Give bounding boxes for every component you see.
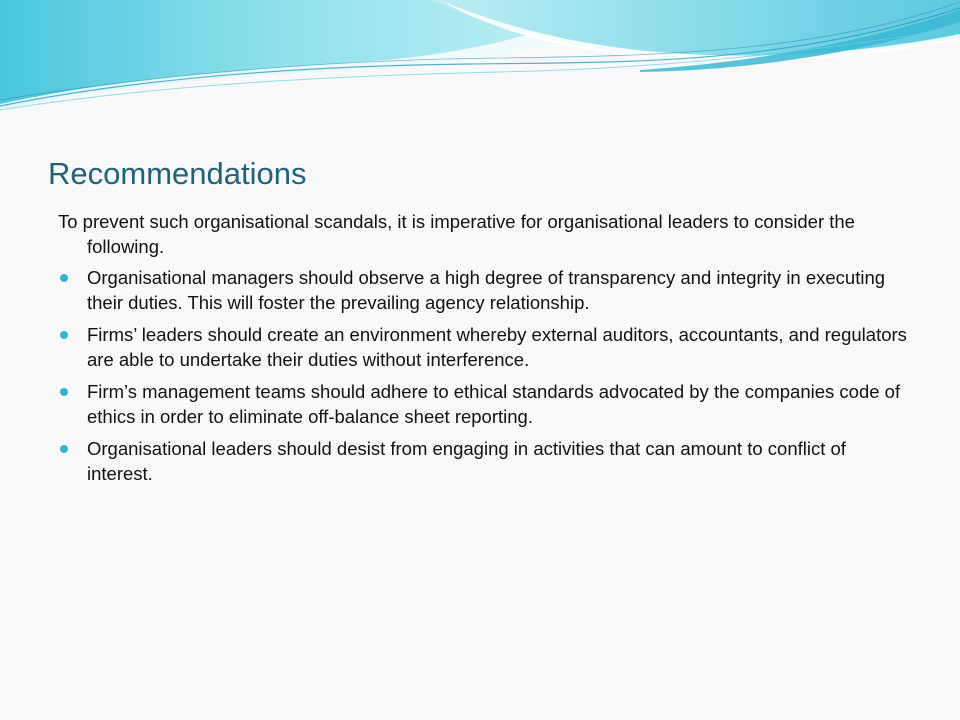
list-item-text: Organisational leaders should desist from engaging in activities that can amount to conflict of interest. [87, 438, 846, 484]
recommendation-list [58, 265, 908, 486]
list-item [58, 379, 908, 429]
slide-body [58, 209, 908, 493]
list-item-text: Firm’s management teams should adhere to ethical standards advocated by the companies code of ethics in order to eliminate off-balance sheet reporting. [87, 381, 901, 427]
list-item [58, 322, 908, 372]
bullet-dot-icon [60, 388, 68, 396]
list-item [58, 265, 908, 315]
slide-title: Recommendations [48, 156, 307, 191]
bullet-dot-icon [60, 274, 68, 282]
bullet-dot-icon [60, 445, 68, 453]
list-item-text: Organisational managers should observe a high degree of transparency and integrity in executing their duties. This will foster the prevailing agency relationship. [87, 267, 886, 313]
header-wave-decoration [0, 0, 960, 120]
intro-paragraph: To prevent such organisational scandals, it is imperative for organisational leaders to consider the following. [58, 211, 855, 257]
list-item-text: Firms’ leaders should create an environment whereby external auditors, accountants, and regulators are able to undertake their duties without interference. [87, 324, 907, 370]
list-item [58, 436, 908, 486]
bullet-dot-icon [60, 331, 68, 339]
